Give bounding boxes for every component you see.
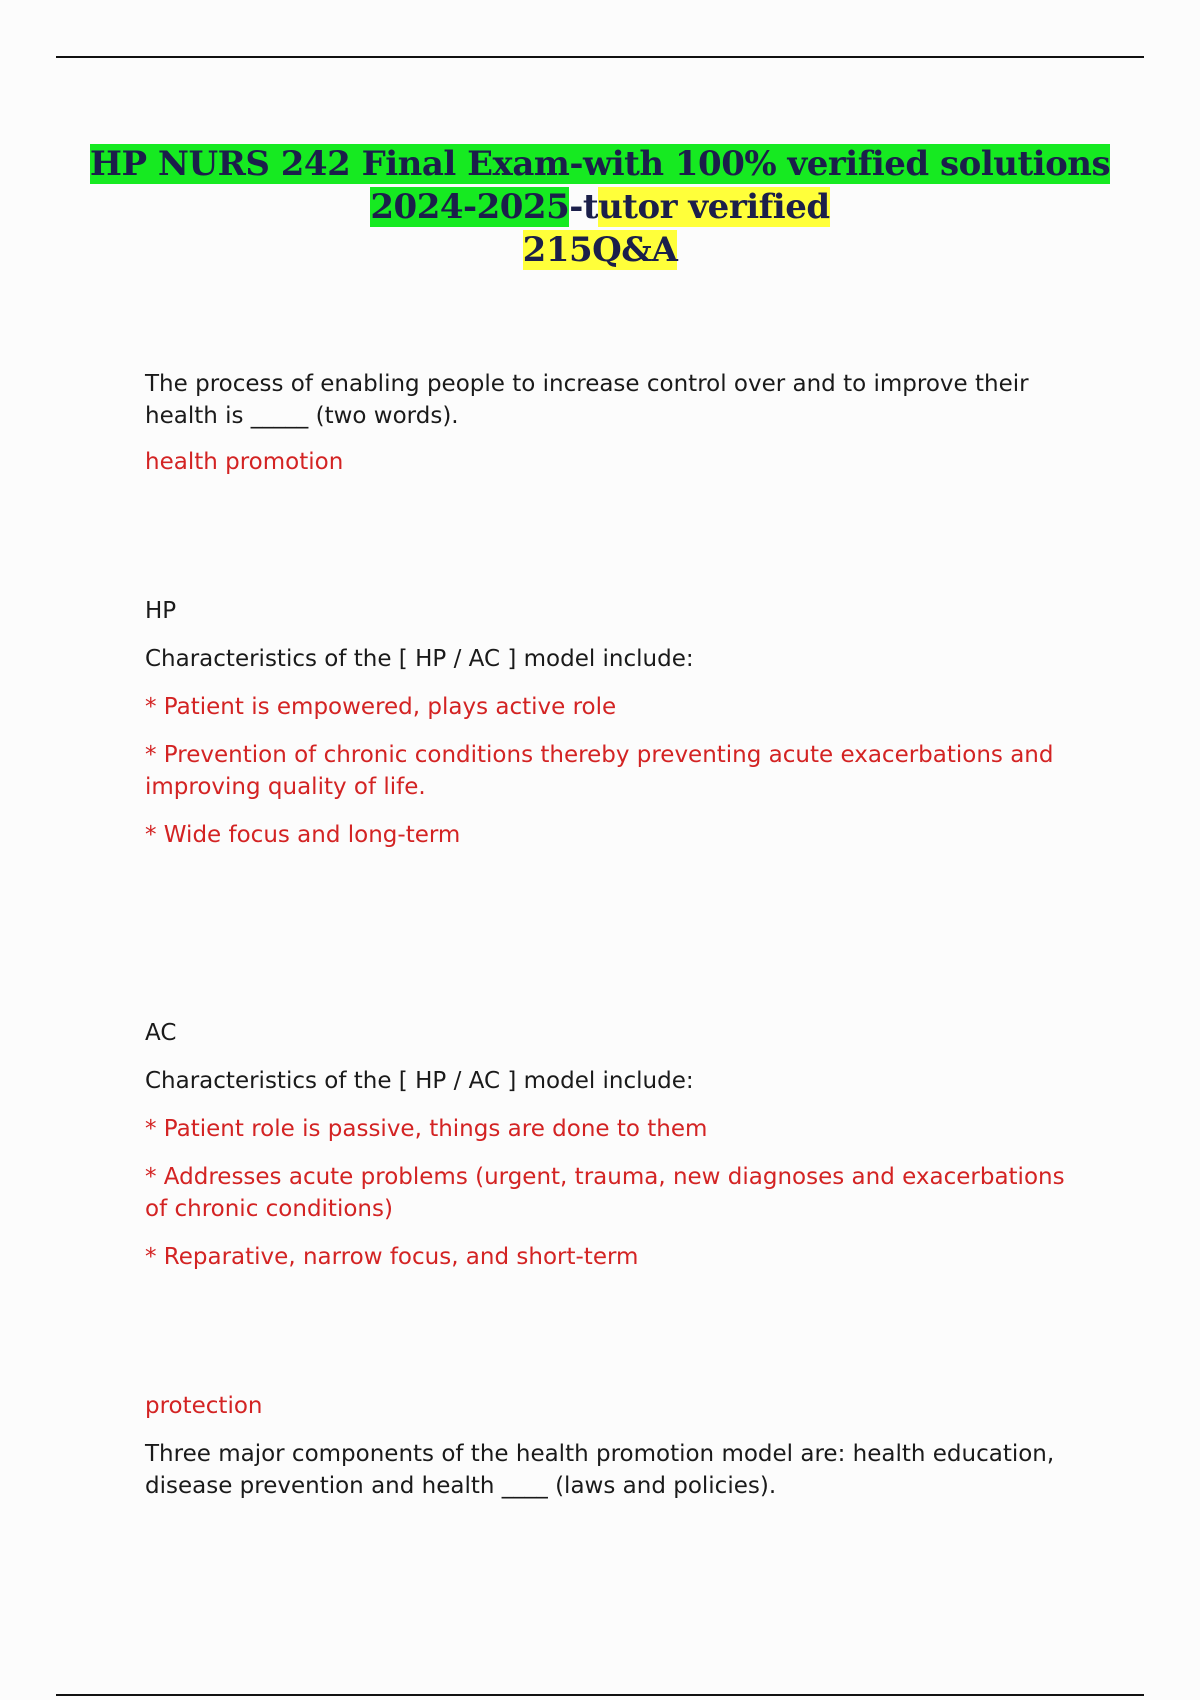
term-label: HP — [145, 598, 177, 624]
answer-bullet: * Addresses acute problems (urgent, trauma, new diagnoses and exacerbations of chronic conditions) — [145, 1164, 1065, 1222]
answer-text: health promotion — [145, 449, 344, 475]
answer-bullet: * Prevention of chronic conditions thereby preventing acute exacerbations and improving quality of life. — [145, 742, 1054, 800]
bottom-rule — [56, 1694, 1144, 1696]
answer-bullet: * Patient is empowered, plays active role — [145, 694, 617, 720]
qa-block-1 — [145, 368, 1065, 478]
qa-block-2 — [145, 595, 1065, 867]
term-label: AC — [145, 1020, 177, 1046]
answer-bullet: * Wide focus and long-term — [145, 822, 461, 848]
document-title — [0, 143, 1200, 272]
question-text: Characteristics of the [ HP / AC ] model include: — [145, 646, 694, 672]
question-text: The process of enabling people to increase control over and to improve their health is _____ (two words). — [145, 371, 1029, 429]
question-text: Characteristics of the [ HP / AC ] model include: — [145, 1068, 694, 1094]
title-line-1: HP NURS 242 Final Exam-with 100% verified solutions — [89, 144, 1111, 184]
answer-text: protection — [145, 1393, 263, 1419]
title-line-2-dash: -t — [569, 187, 599, 227]
title-line-2-year: 2024-2025 — [370, 187, 570, 227]
title-line-2-verified: utor verified — [598, 187, 830, 227]
title-line-3: 215Q&A — [522, 230, 678, 270]
top-rule — [56, 56, 1144, 58]
answer-bullet: * Patient role is passive, things are done to them — [145, 1116, 708, 1142]
answer-bullet: * Reparative, narrow focus, and short-term — [145, 1244, 639, 1270]
question-text: Three major components of the health promotion model are: health education, disease prevention and health ____ (laws and policies). — [145, 1441, 1055, 1499]
qa-block-4 — [145, 1390, 1065, 1518]
qa-block-3 — [145, 1017, 1065, 1289]
